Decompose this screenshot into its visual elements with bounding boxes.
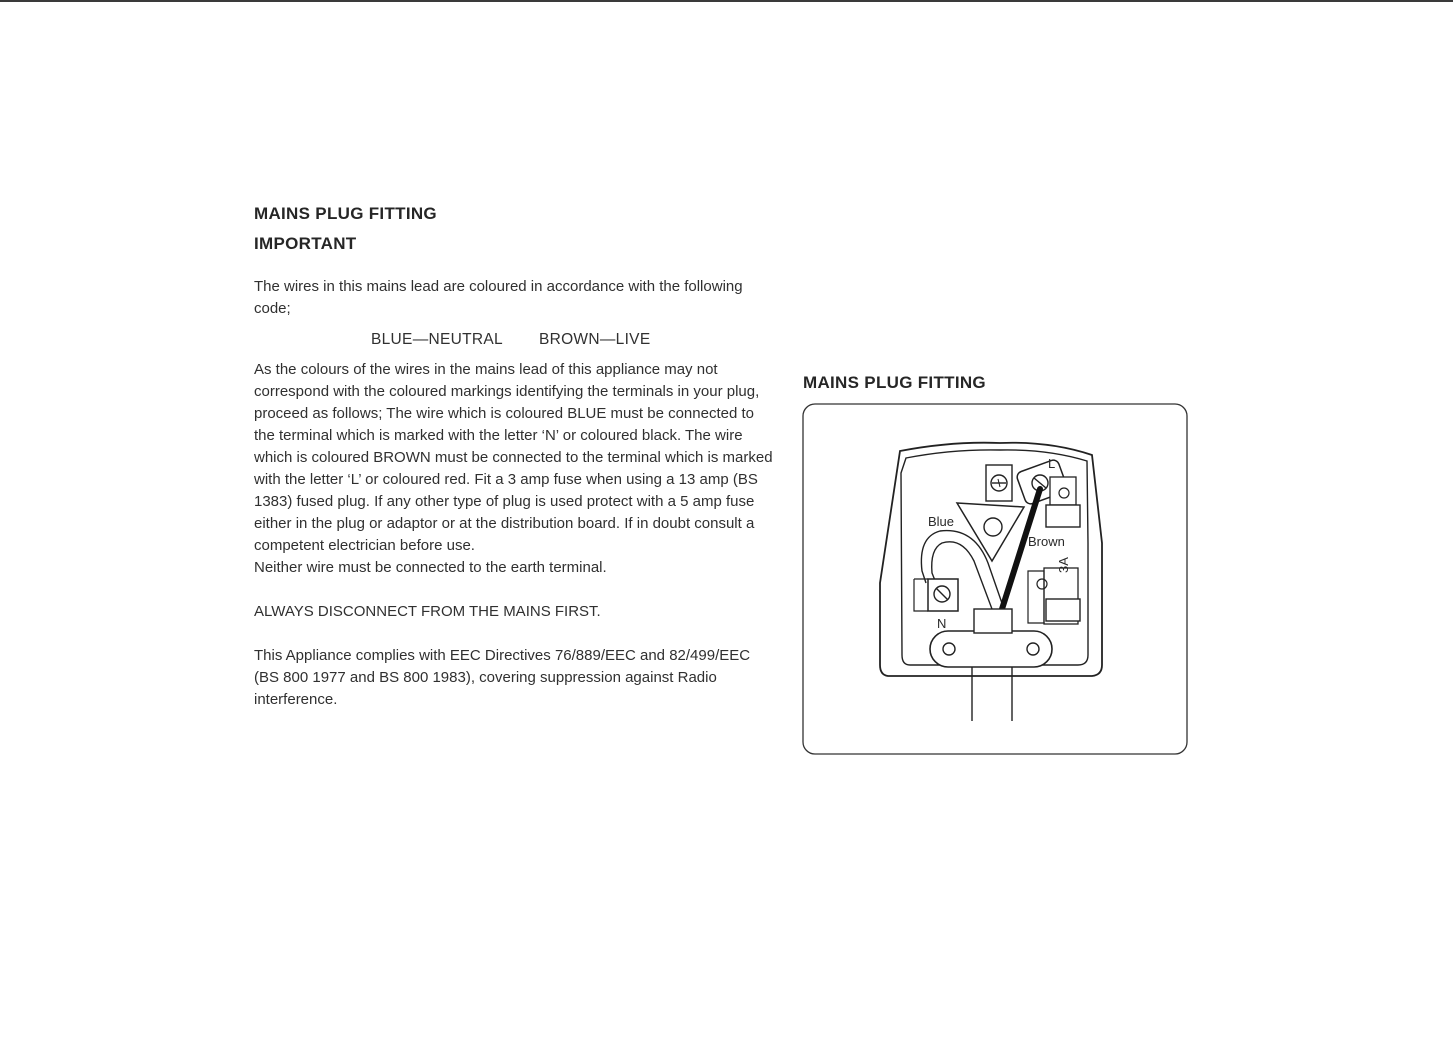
page-title: MAINS PLUG FITTING — [254, 204, 437, 223]
neutral-code: BLUE—NEUTRAL — [371, 331, 503, 348]
page-top-edge — [0, 0, 1453, 2]
important-heading: IMPORTANT — [254, 234, 357, 253]
diagram-heading: MAINS PLUG FITTING — [803, 373, 986, 392]
brown-wire-label: Brown — [1028, 534, 1065, 549]
plug-diagram-svg — [802, 403, 1188, 755]
disconnect-warning: ALWAYS DISCONNECT FROM THE MAINS FIRST. — [254, 603, 601, 620]
fuse-top-cap — [1046, 505, 1080, 527]
fuse-top-clip — [1050, 477, 1076, 505]
eec-compliance-paragraph: This Appliance complies with EEC Directives 76/889/EEC and 82/499/EEC (BS 800 1977 and BS 800 1983), covering suppression against Radio interference. — [254, 647, 751, 708]
instructions-paragraph: As the colours of the wires in the mains lead of this appliance may not correspond with the coloured markings identifying the terminals in your plug, proceed as follows; The wire which is coloured BLUE must be connected to the terminal which is marked with the letter ‘N’ or coloured black. The wire which is coloured BROWN must be connected to the terminal which is marked with the letter ‘L’ or coloured red. Fit a 3 amp fuse when using a 13 amp (BS 1383) fused plug. If any other type of plug is used protect with a 5 amp fuse either in the plug or adaptor or at the distribution board. If in doubt consult a competent electrician before use. — [254, 361, 773, 554]
cord-grip-bar — [930, 631, 1052, 667]
intro-paragraph: The wires in this mains lead are coloured in accordance with the following code; — [254, 278, 743, 317]
wire-colour-code — [254, 329, 784, 351]
neutral-terminal-label: N — [937, 616, 947, 631]
plug-wiring-diagram — [802, 403, 1188, 755]
cable-sheath-end — [974, 609, 1012, 633]
earth-note: Neither wire must be connected to the earth terminal. — [254, 559, 607, 576]
instructions-column — [254, 202, 784, 711]
live-terminal-label: L — [1048, 456, 1056, 471]
earth-pin — [957, 503, 1024, 561]
fuse-rating-label: 3A — [1056, 557, 1071, 573]
fuse-bottom-cap — [1046, 599, 1080, 621]
diagram-frame — [803, 404, 1187, 754]
live-code: BROWN—LIVE — [538, 331, 651, 348]
blue-wire-label: Blue — [928, 514, 955, 529]
